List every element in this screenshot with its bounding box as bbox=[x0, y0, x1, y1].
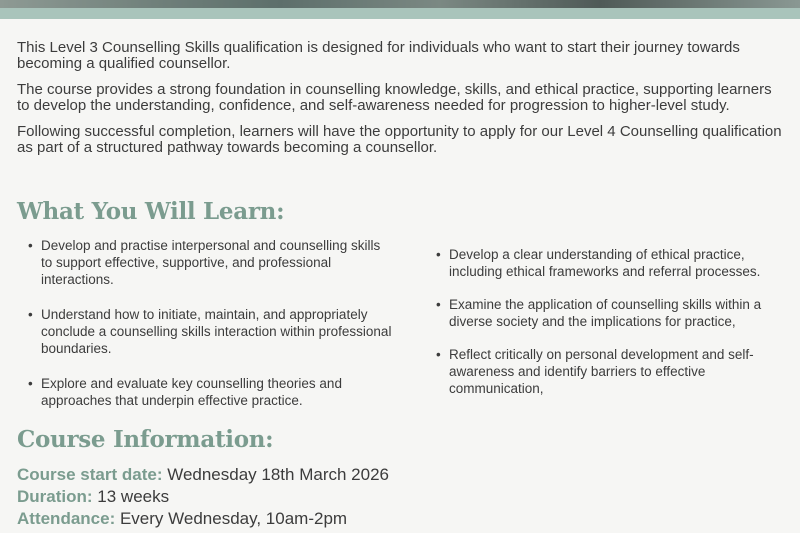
list-item: • Explore and evaluate key counselling theories and approaches that underpin effective practice. bbox=[28, 375, 393, 409]
list-item: • Understand how to initiate, maintain, and appropriately conclude a counselling skills interaction within professional boundaries. bbox=[28, 306, 393, 357]
list-item: • Develop a clear understanding of ethical practice, including ethical frameworks and referral processes. bbox=[436, 246, 786, 280]
intro-section bbox=[17, 40, 787, 166]
duration-value: 13 weeks bbox=[97, 487, 170, 506]
intro-paragraph-2: The course provides a strong foundation in counselling knowledge, skills, and ethical practice, supporting learners to develop the understanding, confidence, and self-awareness needed for progression to higher-level study. bbox=[17, 81, 772, 114]
intro-paragraph-3: Following successful completion, learners will have the opportunity to apply for our Level 4 Counselling qualification as part of a structured pathway towards becoming a counsellor. bbox=[17, 123, 782, 156]
hero-image-strip bbox=[0, 0, 800, 8]
attendance-label: Attendance: bbox=[17, 509, 120, 528]
course-information-heading: Course Information: bbox=[17, 426, 274, 453]
start-date-value: Wednesday 18th March 2026 bbox=[167, 465, 389, 484]
learn-list-left bbox=[28, 237, 393, 427]
list-item: • Develop and practise interpersonal and counselling skills to support effective, supportive, and professional interactions. bbox=[28, 237, 393, 288]
duration-label: Duration: bbox=[17, 487, 98, 506]
start-date-label: Course start date: bbox=[17, 465, 168, 484]
what-you-will-learn-heading: What You Will Learn: bbox=[17, 198, 285, 225]
accent-band bbox=[0, 8, 800, 19]
duration-row bbox=[17, 486, 389, 508]
attendance-row bbox=[17, 508, 389, 530]
list-item: • Reflect critically on personal development and self-awareness and identify barriers to effective communication, bbox=[436, 346, 786, 397]
start-date-row bbox=[17, 464, 389, 486]
intro-paragraph-1: This Level 3 Counselling Skills qualification is designed for individuals who want to start their journey towards becoming a qualified counsellor. bbox=[17, 39, 740, 72]
course-information-list bbox=[17, 464, 389, 530]
learn-list-right bbox=[436, 246, 786, 413]
attendance-value: Every Wednesday, 10am-2pm bbox=[119, 509, 348, 528]
list-item: • Examine the application of counselling skills within a diverse society and the implications for practice, bbox=[436, 296, 786, 330]
